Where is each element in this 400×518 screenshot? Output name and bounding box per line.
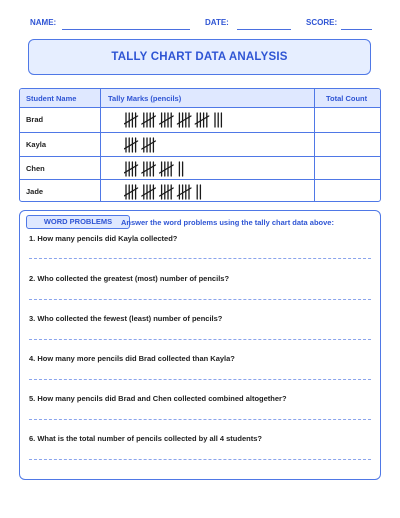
answer-line-2[interactable] <box>29 299 371 300</box>
tally-marks <box>124 160 324 178</box>
student-name: Kayla <box>26 139 47 149</box>
question-6: 6. What is the total number of pencils collected by all 4 students? <box>29 434 262 443</box>
column-header-tally: Tally Marks (pencils) <box>108 94 182 103</box>
title-banner <box>28 39 371 75</box>
name-line[interactable] <box>62 29 190 30</box>
word-problems-badge: WORD PROBLEMS <box>26 215 130 229</box>
table-row <box>20 156 380 180</box>
score-label: SCORE: <box>306 18 338 27</box>
question-3: 3. Who collected the fewest (least) number of pencils? <box>29 314 223 323</box>
tally-marks <box>124 183 324 201</box>
student-name: Chen <box>26 163 45 173</box>
column-divider <box>314 89 315 201</box>
tally-marks <box>124 136 324 154</box>
student-name: Jade <box>26 187 44 197</box>
question-1: 1. How many pencils did Kayla collected? <box>29 234 178 243</box>
answer-line-5[interactable] <box>29 419 371 420</box>
question-5: 5. How many pencils did Brad and Chen collected combined altogether? <box>29 394 287 403</box>
answer-line-1[interactable] <box>29 258 371 259</box>
answer-line-6[interactable] <box>29 459 371 460</box>
name-label: NAME: <box>30 18 57 27</box>
word-problems-panel <box>19 210 381 480</box>
answer-line-3[interactable] <box>29 339 371 340</box>
table-row <box>20 108 380 132</box>
tally-table <box>19 88 381 202</box>
date-line[interactable] <box>237 29 291 30</box>
answer-line-4[interactable] <box>29 379 371 380</box>
column-header-total: Total Count <box>326 94 368 103</box>
column-divider <box>100 89 101 201</box>
student-name: Brad <box>26 115 44 124</box>
table-row <box>20 179 380 202</box>
page-title: TALLY CHART DATA ANALYSIS <box>111 51 288 63</box>
score-line[interactable] <box>341 29 372 30</box>
question-4: 4. How many more pencils did Brad collected than Kayla? <box>29 354 235 363</box>
table-row <box>20 132 380 156</box>
date-label: DATE: <box>205 18 229 27</box>
tally-marks <box>124 111 324 129</box>
table-header <box>20 89 380 108</box>
worksheet-header <box>30 18 372 32</box>
column-header-student: Student Name <box>26 94 77 103</box>
word-problems-instruction: Answer the word problems using the tally chart data above: <box>121 218 334 227</box>
question-2: 2. Who collected the greatest (most) number of pencils? <box>29 274 230 283</box>
